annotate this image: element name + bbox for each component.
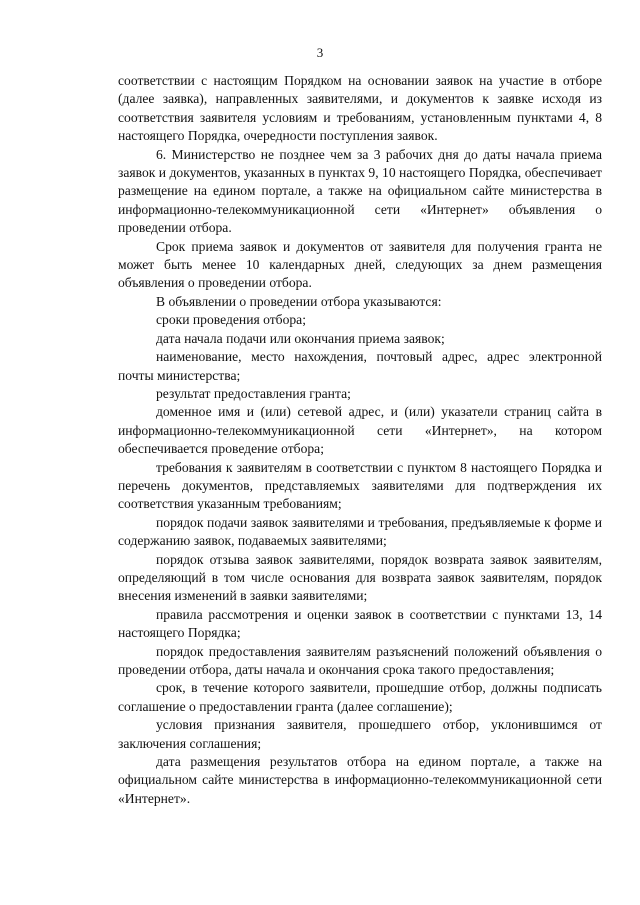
list-item: порядок предоставления заявителям разъяснений положений объявления о проведении отбора, даты начала и окончания срока такого предоставления; [118, 643, 602, 677]
paragraph-announcement-intro: В объявлении о проведении отбора указываются: [156, 293, 442, 309]
paragraph-application-period: Срок приема заявок и документов от заявителя для получения гранта не может быть менее 10 календарных дней, следующих за днем размещения объявления о проведении отбора. [118, 238, 602, 291]
list-item: сроки проведения отбора; [156, 312, 306, 328]
list-item: требования к заявителям в соответствии с пунктом 8 настоящего Порядка и перечень документов, представляемых заявителями для подтверждения их соответствия указанным требованиям; [118, 459, 602, 512]
list-item: порядок подачи заявок заявителями и требования, предъявляемые к форме и содержанию заявок, подаваемых заявителями; [118, 514, 602, 549]
list-item: наименование, место нахождения, почтовый адрес, адрес электронной почты министерства; [118, 349, 602, 383]
list-item: результат предоставления гранта; [156, 385, 351, 401]
list-item: порядок отзыва заявок заявителями, порядок возврата заявок заявителям, определяющий в том числе основания для возврата заявок заявителям, порядок внесения изменений в заявки заявителями; [118, 551, 602, 604]
list-item: дата начала подачи или окончания приема заявок; [156, 330, 445, 346]
paragraph-item-6: 6. Министерство не позднее чем за 3 рабочих дня до даты начала приема заявок и документов, указанных в пунктах 9, 10 настоящего Порядка, обеспечивает размещение на едином портале, а также на официальном сайте министерства в информационно-телекоммуникационной сети «Интернет» объявления о проведении отбора. [118, 146, 602, 236]
document-body [118, 72, 602, 808]
list-item: срок, в течение которого заявители, прошедшие отбор, должны подписать соглашение о предоставлении гранта (далее соглашение); [118, 680, 602, 714]
list-item: доменное имя и (или) сетевой адрес, и (или) указатели страниц сайта в информационно-телекоммуникационной сети «Интернет», на котором обеспечивается проведение отбора; [118, 404, 602, 457]
list-item: условия признания заявителя, прошедшего отбор, уклонившимся от заключения соглашения; [118, 717, 602, 751]
page-number: 3 [316, 45, 324, 60]
paragraph-continuation: соответствии с настоящим Порядком на основании заявок на участие в отборе (далее заявка), направленных заявителями, и документов к заявке исходя из соответствия заявителя условиям и требованиям, установленным пунктами 4, 8 настоящего Порядка, очередности поступления заявок. [118, 73, 602, 144]
list-item: дата размещения результатов отбора на едином портале, а также на официальном сайте министерства в информационно-телекоммуникационной сети «Интернет». [118, 754, 602, 806]
list-item: правила рассмотрения и оценки заявок в соответствии с пунктами 13, 14 настоящего Порядка; [118, 606, 602, 641]
